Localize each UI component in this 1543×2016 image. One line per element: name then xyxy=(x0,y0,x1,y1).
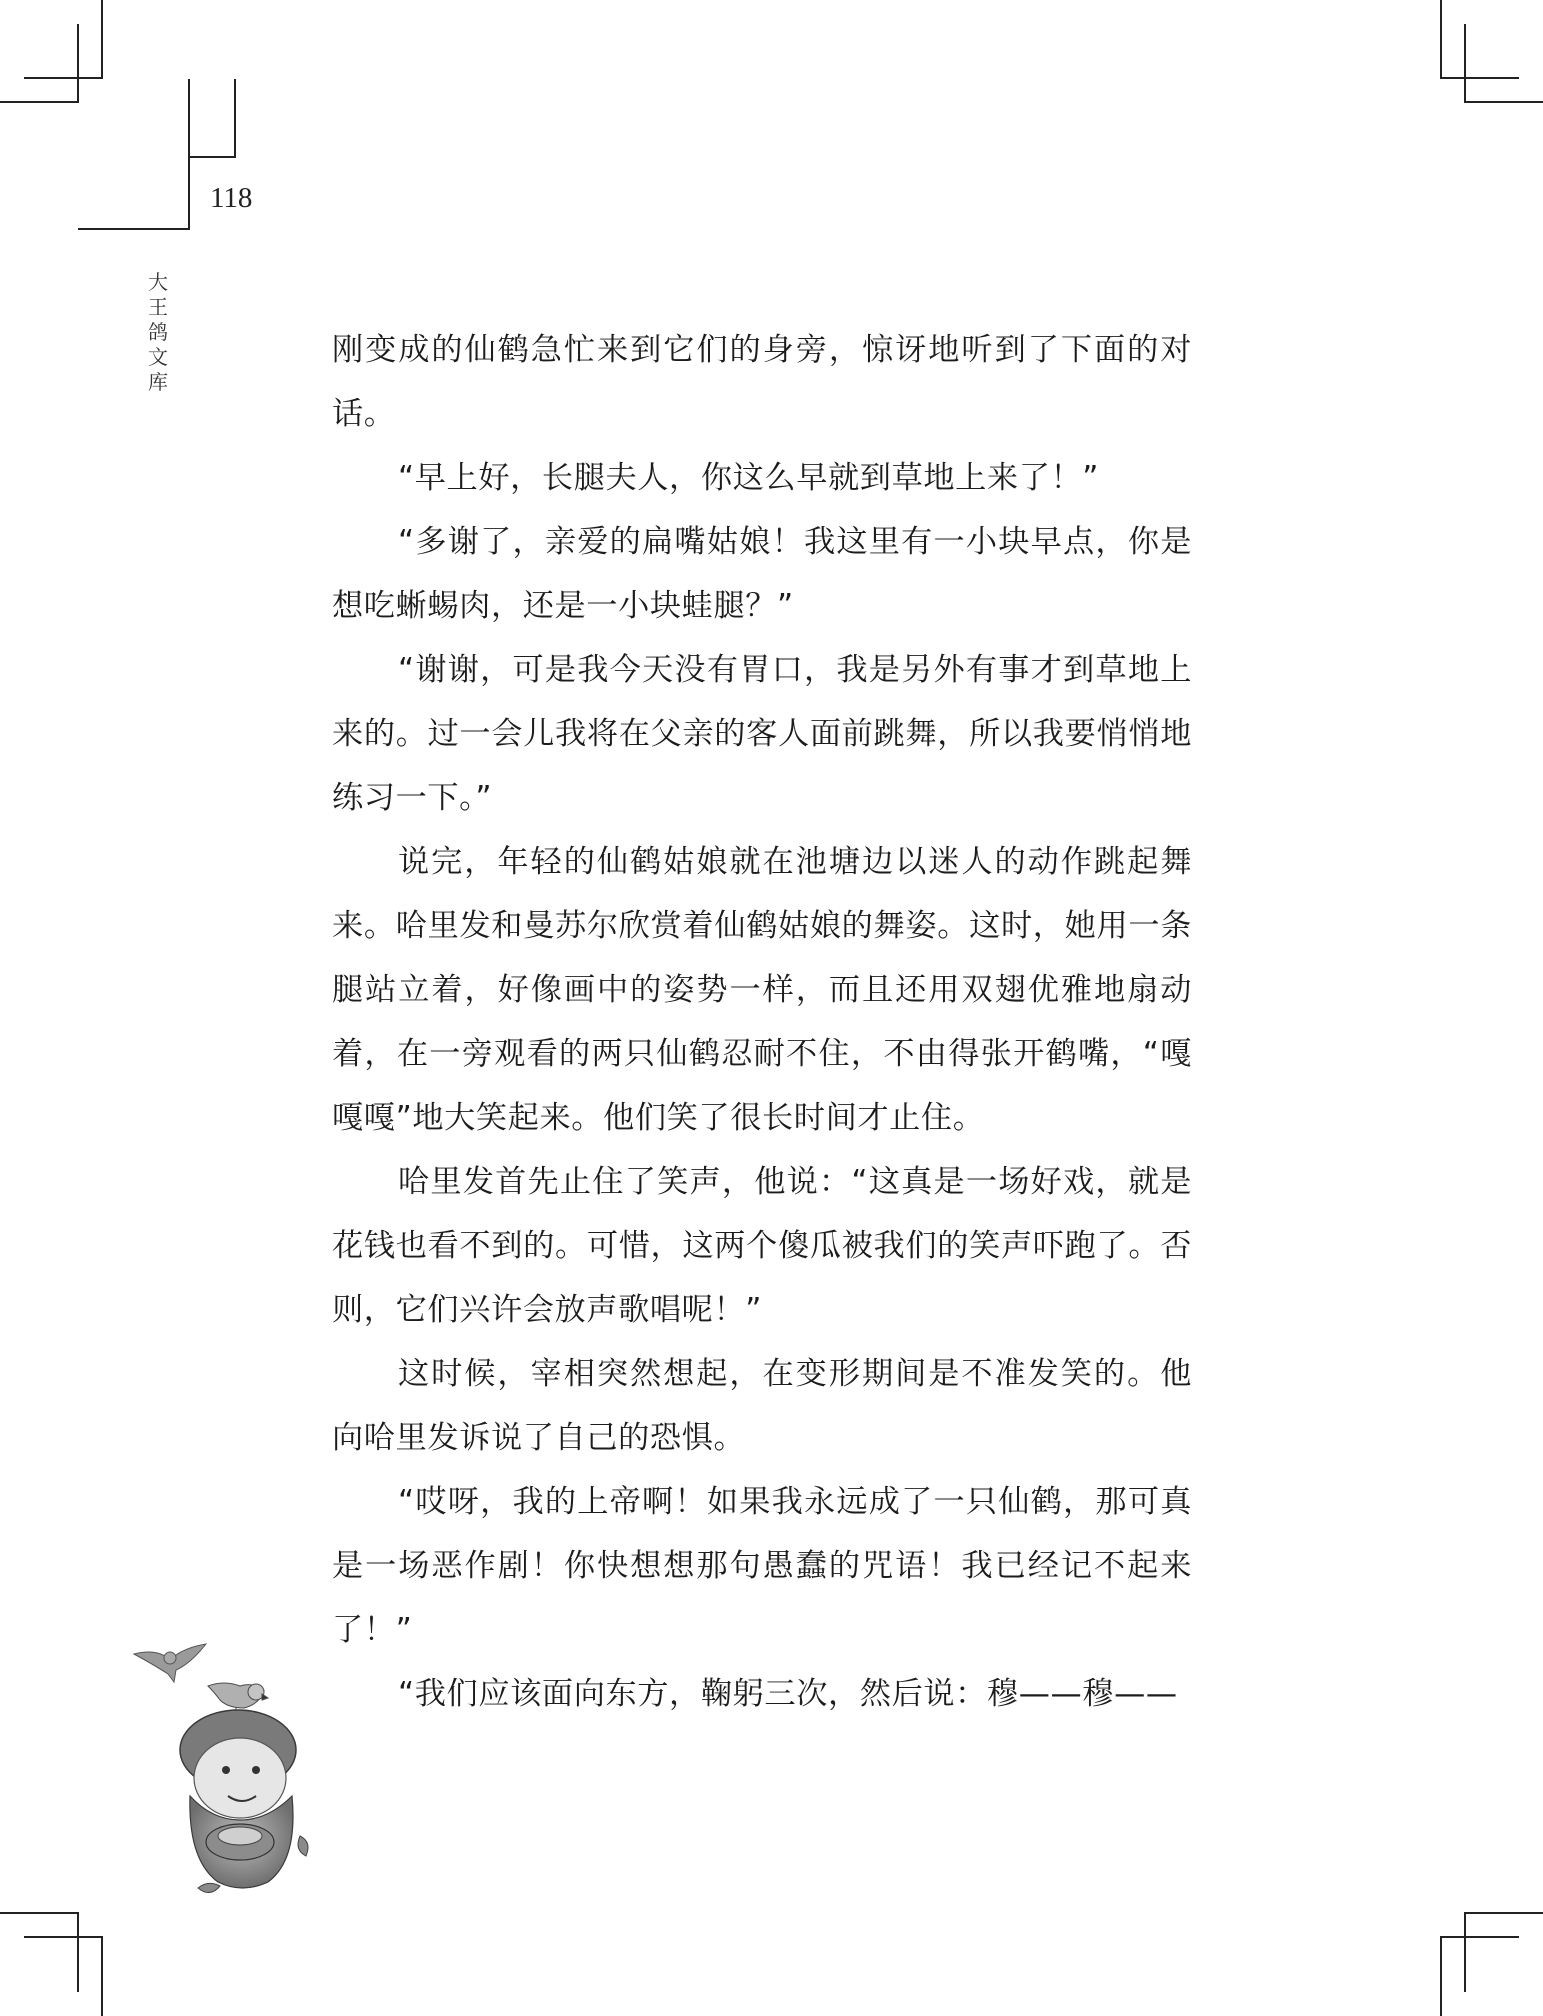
series-label-char: 库 xyxy=(148,370,168,394)
paragraph: “谢谢，可是我今天没有胃口，我是另外有事才到草地上来的。过一会儿我将在父亲的客人面前跳舞，所以我要悄悄地练习一下。” xyxy=(332,652,1192,816)
paragraph: 刚变成的仙鹤急忙来到它们的身旁，惊讶地听到了下面的对话。 xyxy=(332,332,1192,432)
body-text xyxy=(332,318,1192,1726)
flying-bird-icon xyxy=(134,1644,206,1682)
paragraph: “哎呀，我的上帝啊！如果我永远成了一只仙鹤，那可真是一场恶作剧！你快想想那句愚蠢的咒语！我已经记不起来了！” xyxy=(332,1484,1192,1648)
paragraph: 哈里发首先止住了笑声，他说：“这真是一场好戏，就是花钱也看不到的。可惜，这两个傻瓜被我们的笑声吓跑了。否则，它们兴许会放声歌唱呢！” xyxy=(332,1164,1192,1328)
paragraph: “早上好，长腿夫人，你这么早就到草地上来了！” xyxy=(398,460,1100,496)
paragraph: 说完，年轻的仙鹤姑娘就在池塘边以迷人的动作跳起舞来。哈里发和曼苏尔欣赏着仙鹤姑娘的舞姿。这时，她用一条腿站立着，好像画中的姿势一样，而且还用双翅优雅地扇动着，在一旁观看的两只仙鹤忍耐不住，不由得张开鹤嘴，“嘎嘎嘎”地大笑起来。他们笑了很长时间才止住。 xyxy=(332,844,1192,1136)
series-label-char: 鸽 xyxy=(148,320,168,344)
series-label-char: 王 xyxy=(148,295,168,319)
paragraph: “多谢了，亲爱的扁嘴姑娘！我这里有一小块早点，你是想吃蜥蜴肉，还是一小块蛙腿？” xyxy=(332,524,1192,624)
series-label xyxy=(146,270,170,395)
paragraph: 这时候，宰相突然想起，在变形期间是不准发笑的。他向哈里发诉说了自己的恐惧。 xyxy=(332,1356,1192,1456)
illustration-bearded-man-with-birds xyxy=(128,1620,368,1900)
series-label-char: 大 xyxy=(148,270,168,294)
series-label-char: 文 xyxy=(148,345,168,369)
page-number: 118 xyxy=(210,182,253,214)
paragraph: “我们应该面向东方，鞠躬三次，然后说：穆——穆—— xyxy=(398,1676,1178,1712)
